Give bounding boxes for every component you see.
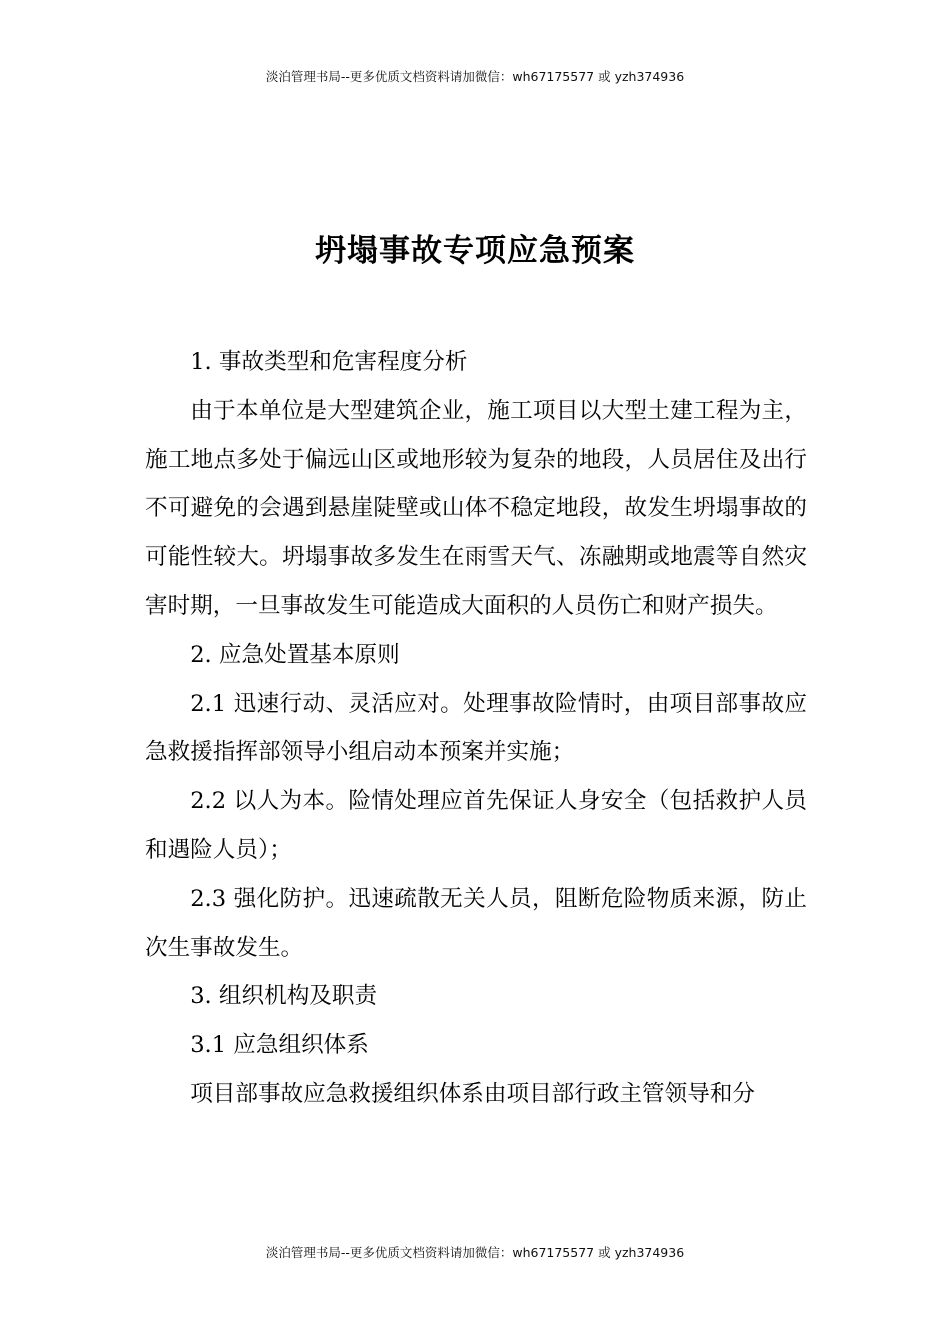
page-header-note: 淡泊管理书局--更多优质文档资料请加微信：wh67175577 或 yzh374936 bbox=[265, 69, 685, 84]
paragraph-principle-2-1: 2.1 迅速行动、灵活应对。处理事故险情时，由项目部事故应急救援指挥部领导小组启动本预案并实施； bbox=[145, 690, 807, 766]
section-heading-2: 2. 应急处置基本原则 bbox=[190, 641, 400, 668]
page-footer-note: 淡泊管理书局--更多优质文档资料请加微信：wh67175577 或 yzh374936 bbox=[265, 1245, 685, 1260]
document-title: 坍塌事故专项应急预案 bbox=[315, 233, 635, 269]
section-heading-1: 1. 事故类型和危害程度分析 bbox=[190, 349, 468, 375]
paragraph-principle-2-2: 2.2 以人为本。险情处理应首先保证人身安全（包括救护人员和遇险人员）； bbox=[145, 788, 807, 863]
section-heading-3: 3. 组织机构及职责 bbox=[190, 983, 378, 1010]
paragraph-organization: 项目部事故应急救援组织体系由项目部行政主管领导和分 bbox=[190, 1080, 756, 1107]
document-body bbox=[145, 338, 807, 1119]
paragraph-hazard-analysis: 由于本单位是大型建筑企业，施工项目以大型土建工程为主，施工地点多处于偏远山区或地形较为复杂的地段，人员居住及出行不可避免的会遇到悬崖陡壁或山体不稳定地段，故发生坍塌事故的可能性较大。坍塌事故多发生在雨雪天气、冻融期或地震等自然灾害时期，一旦事故发生可能造成大面积的人员伤亡和财产损失。 bbox=[145, 397, 807, 619]
paragraph-principle-2-3: 2.3 强化防护。迅速疏散无关人员，阻断危险物质来源，防止次生事故发生。 bbox=[145, 885, 807, 961]
subsection-heading-3-1: 3.1 应急组织体系 bbox=[190, 1032, 369, 1059]
